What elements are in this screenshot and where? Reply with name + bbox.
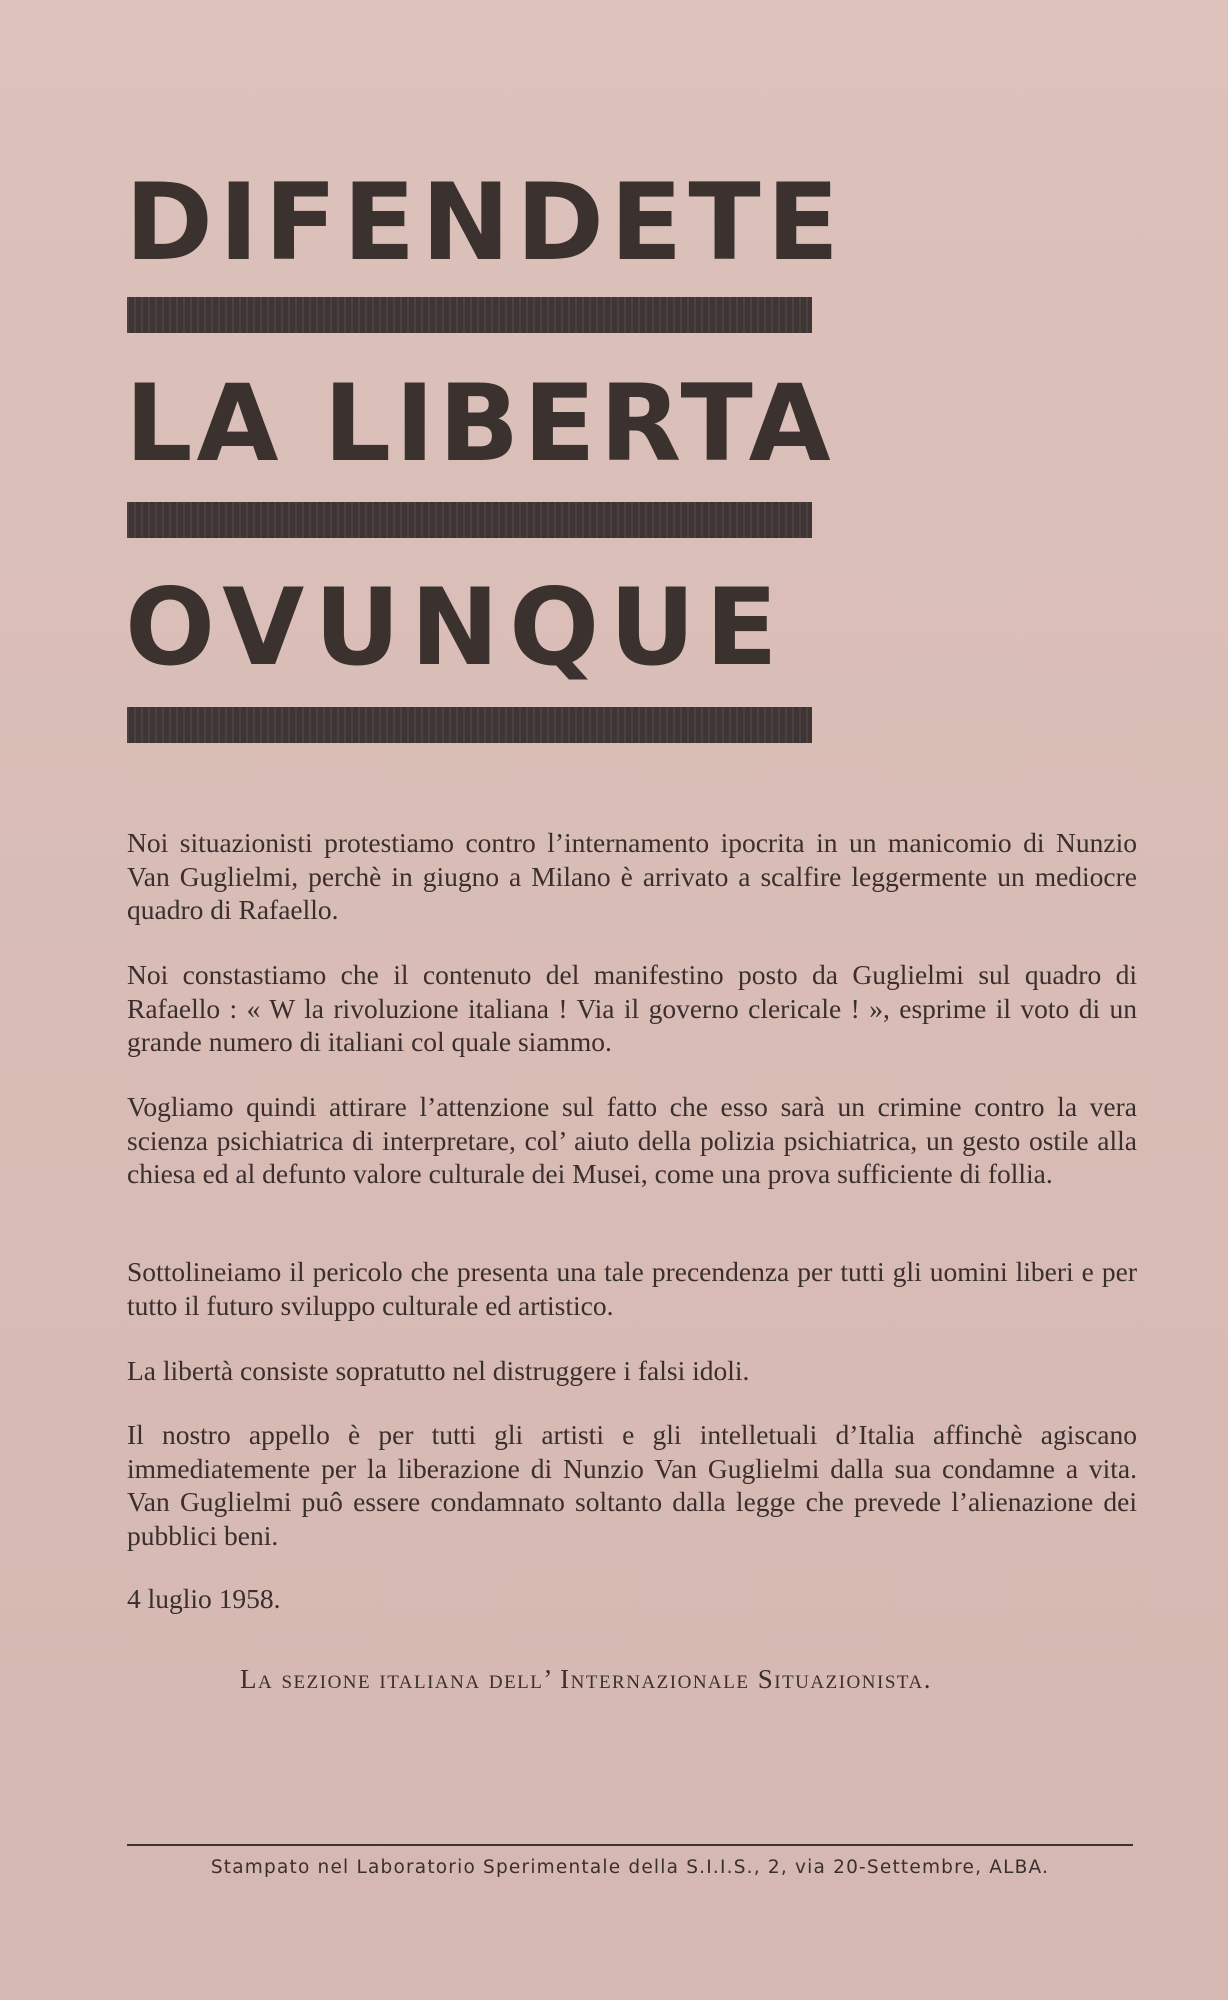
body-paragraph-6: Il nostro appello è per tutti gli artisti e gli intelletuali d’Italia affinchè agiscano immediatemente per la liberazione di Nunzio Van Guglielmi dalla sua condamne a vita. Van Guglielmi puô essere condamnato soltanto dalla legge che prevede l’alienazione dei pubblici beni. (127, 1419, 1137, 1551)
body-paragraph-2: Noi constastiamo che il contenuto del manifestino posto da Guglielmi sul quadro di Rafaello : « W la rivoluzione italiana ! Via il governo clericale ! », esprime il voto di un grande numero di italiani col quale siammo. (127, 959, 1137, 1057)
headline-bar-2 (127, 502, 812, 538)
headline-line-1: DIFENDETE (125, 161, 846, 284)
body-paragraph-3: Vogliamo quindi attirare l’attenzione sul fatto che esso sarà un crimine contro la vera scienza psichiatrica di interpretare, col’ aiuto della polizia psichiatrica, un gesto ostile alla chiesa ed al defunto valore culturale dei Musei, come una prova sufficiente di follia. (127, 1091, 1137, 1189)
body-paragraph-4: Sottolineiamo il pericolo che presenta una tale precendenza per tutti gli uomini liberi e per tutto il futuro sviluppo culturale ed artistico. (127, 1256, 1137, 1321)
date-line: 4 luglio 1958. (127, 1583, 281, 1614)
headline-line-2: LA LIBERTA (125, 362, 835, 485)
headline-bar-1 (127, 297, 812, 333)
body-paragraph-5: La libertà consiste sopratutto nel distruggere i falsi idoli. (127, 1355, 750, 1386)
signature: La sezione italiana dell’ Internazionale Situazionista. (240, 1664, 932, 1694)
printer-footer: Stampato nel Laboratorio Sperimentale della S.I.I.S., 2, via 20-Settembre, ALBA. (210, 1857, 1050, 1878)
footer-rule (127, 1844, 1133, 1846)
headline-bar-3 (127, 707, 812, 743)
headline-line-3: OVUNQUE (125, 566, 788, 689)
body-paragraph-1: Noi situazionisti protestiamo contro l’internamento ipocrita in un manicomio di Nunzio Van Guglielmi, perchè in giugno a Milano è arrivato a scalfire leggermente un mediocre quadro di Rafaello. (127, 827, 1137, 925)
